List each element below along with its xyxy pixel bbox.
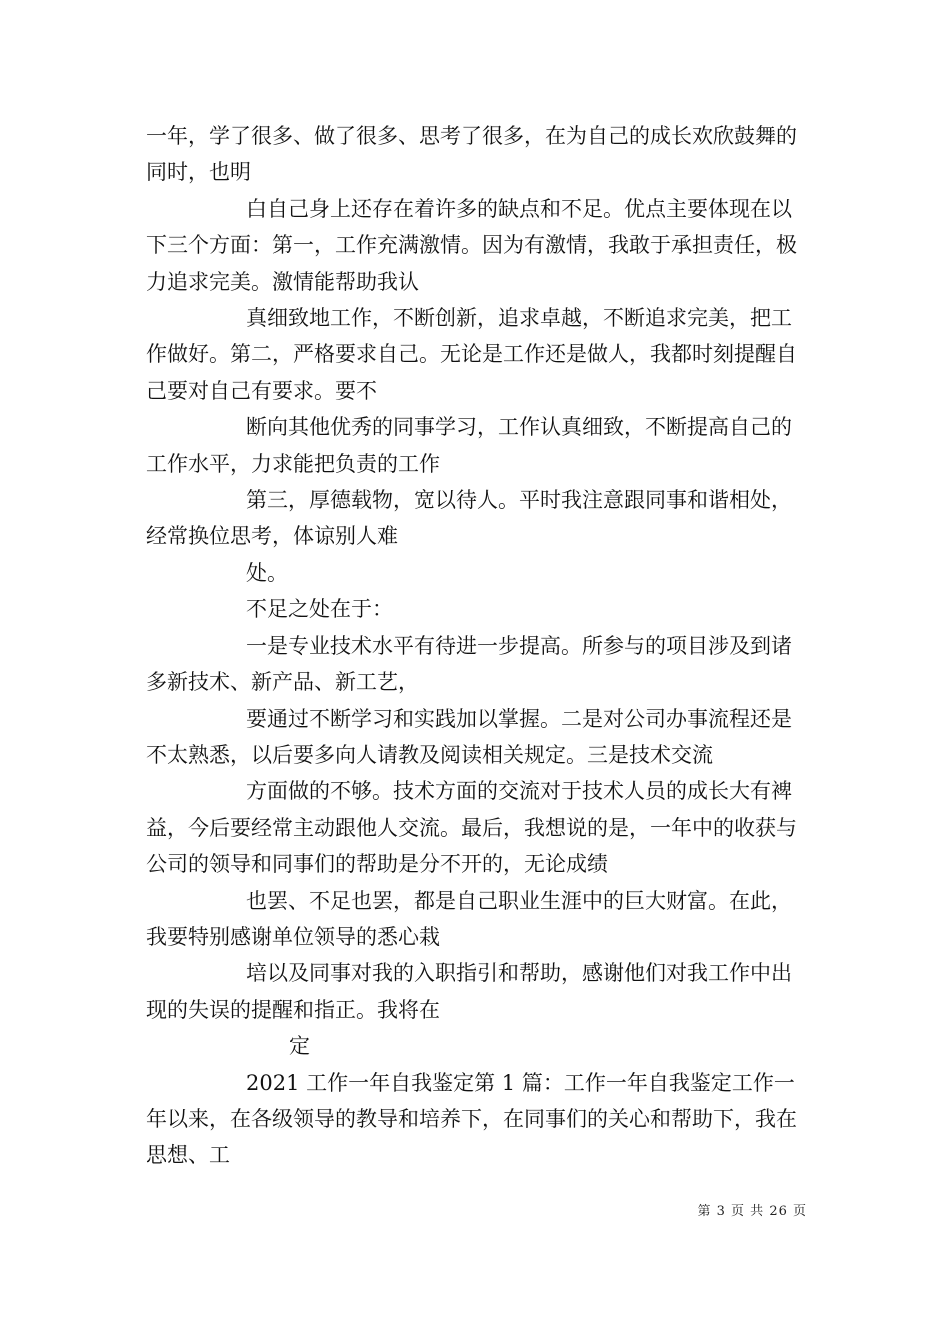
- paragraph: 真细致地工作，不断创新，追求卓越，不断追求完美，把工作做好。第二，严格要求自己。无论是工作还是做人，我都时刻提醒自己要对自己有要求。要不: [146, 306, 797, 403]
- paragraph: 要通过不断学习和实践加以掌握。二是对公司办事流程还是不太熟悉，以后要多向人请教及阅读相关规定。三是技术交流: [146, 706, 792, 767]
- document-body: [146, 118, 808, 1174]
- paragraph: 一是专业技术水平有待进一步提高。所参与的项目涉及到诸多新技术、新产品、新工艺，: [146, 633, 792, 695]
- paragraph: 第三，厚德载物，宽以待人。平时我注意跟同事和谐相处，经常换位思考，体谅别人难: [146, 488, 792, 549]
- paragraph: 断向其他优秀的同事学习，工作认真细致，不断提高自己的工作水平，力求能把负责的工作: [146, 415, 792, 476]
- paragraph: 不足之处在于：: [246, 597, 393, 622]
- paragraph: 也罢、不足也罢，都是自己职业生涯中的巨大财富。在此，我要特别感谢单位领导的悉心栽: [146, 888, 792, 949]
- paragraph: 处。: [246, 560, 288, 585]
- paragraph: 白自己身上还存在着许多的缺点和不足。优点主要体现在以下三个方面：第一，工作充满激情。因为有激情，我敢于承担责任，极力追求完美。激情能帮助我认: [146, 196, 797, 294]
- page-number: 第 3 页 共 26 页: [697, 1204, 807, 1219]
- paragraph: 培以及同事对我的入职指引和帮助，感谢他们对我工作中出现的失误的提醒和指正。我将在: [146, 961, 792, 1022]
- paragraph: 定: [289, 1034, 310, 1059]
- paragraph: 一年，学了很多、做了很多、思考了很多，在为自己的成长欢欣鼓舞的同时，也明: [146, 124, 797, 185]
- paragraph: 2021 工作一年自我鉴定第 1 篇：工作一年自我鉴定工作一年以来，在各级领导的教导和培养下，在同事们的关心和帮助下，我在思想、工: [146, 1070, 797, 1168]
- paragraph: 方面做的不够。技术方面的交流对于技术人员的成长大有裨益，今后要经常主动跟他人交流。最后，我想说的是，一年中的收获与公司的领导和同事们的帮助是分不开的，无论成绩: [146, 779, 797, 877]
